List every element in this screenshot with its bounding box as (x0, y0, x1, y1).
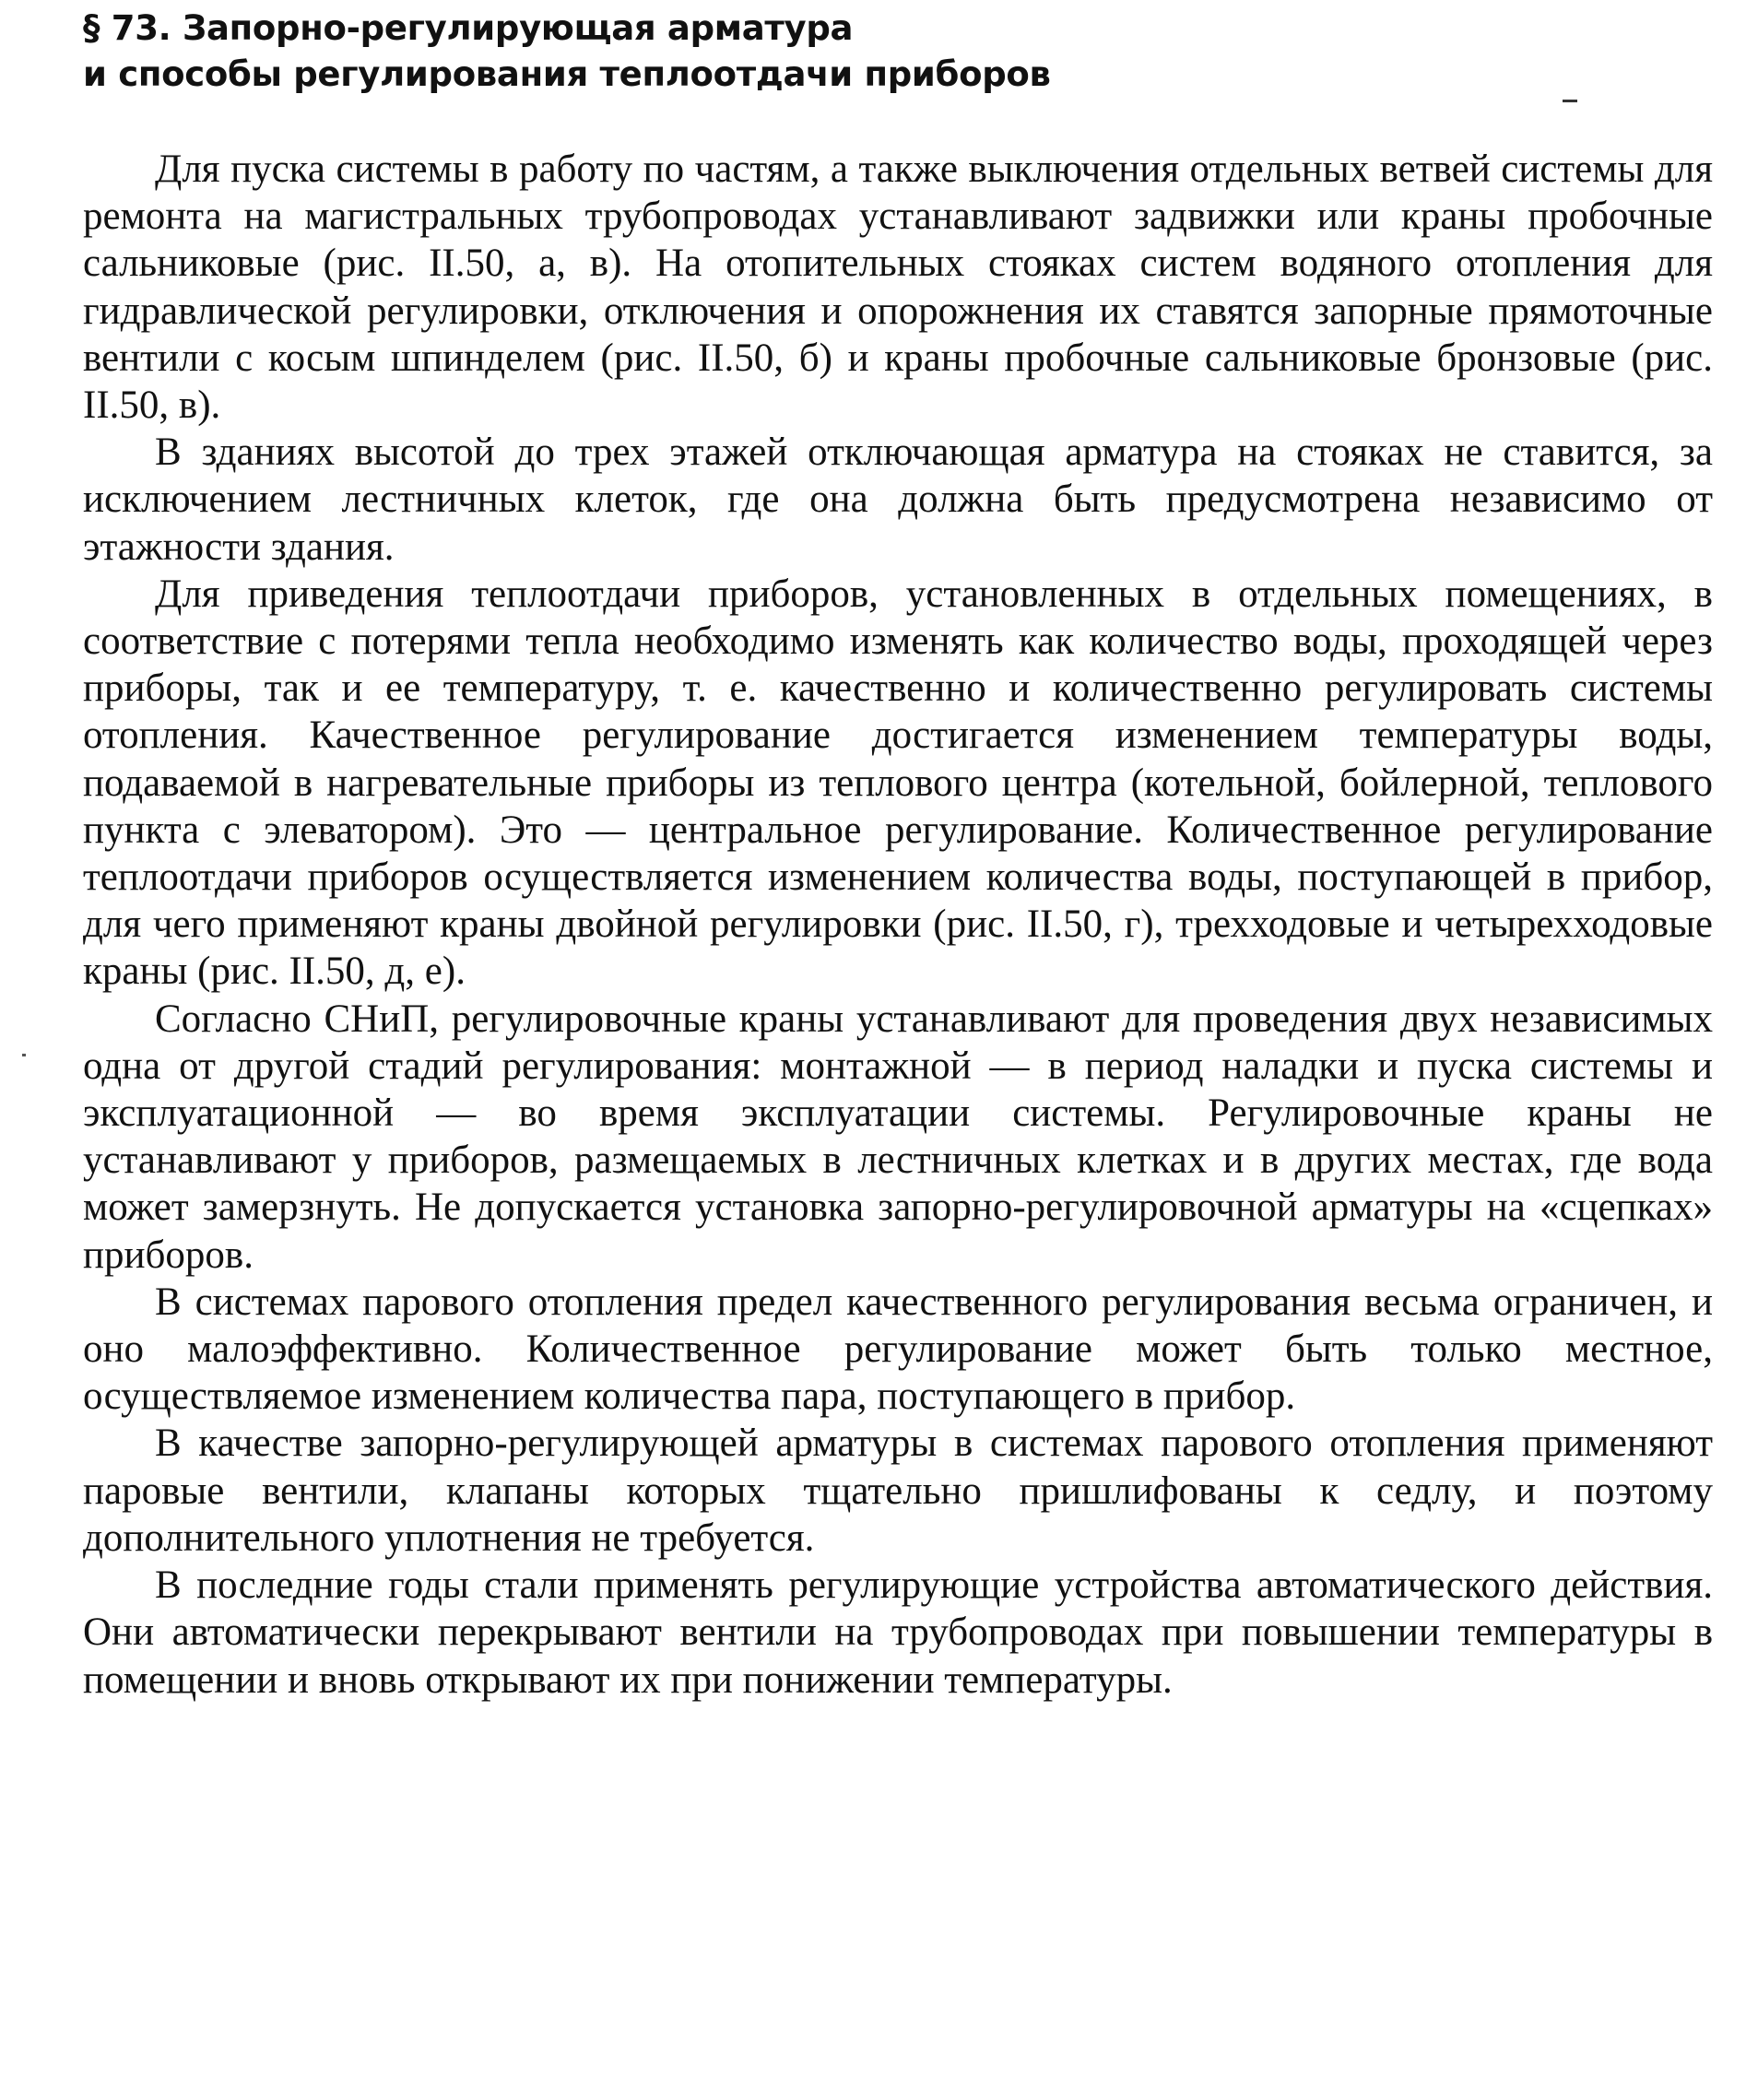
section-title-line-2: и способы регулирования теплоотдачи приборов (83, 54, 1051, 94)
paragraph-valves-installation: Для пуска системы в работу по частям, а также выключения отдельных ветвей системы для ремонта на магистральных трубопроводах устанавливают задвижки или краны пробочные сальниковые (рис. II.50, а, в). На отопительных стояках систем водяного отопления для гидравлической регулировки, отключения и опорожнения их ставятся запорные прямоточные вентили с косым шпинделем (рис. II.50, б) и краны пробочные сальниковые бронзовые (рис. II.50, в). (83, 147, 1713, 428)
paragraph-low-rise-buildings: В зданиях высотой до трех этажей отключающая арматура на стояках не ставится, за исключением лестничных клеток, где она должна быть предусмотрена независимо от этажности здания. (83, 431, 1713, 569)
scan-dot-mark (22, 1054, 26, 1056)
paragraph-heat-output-regulation: Для приведения теплоотдачи приборов, установленных в отдельных помещениях, в соответствие с потерями тепла необходимо изменять как количество воды, проходящей через приборы, так и ее температуру, т. е. качественно и количественно регулировать системы отопления. Качественное регулирование достигается изменением температуры воды, подаваемой в нагревательные приборы из теплового центра (котельной, бойлерной, теплового пункта с элеватором). Это — центральное регулирование. Количественное регулирование теплоотдачи приборов осуществляется изменением количества воды, поступающей в прибор, для чего применяют краны двойной регулировки (рис. II.50, г), трехходовые и четырехходовые краны (рис. II.50, д, е). (83, 572, 1713, 994)
paragraph-steam-valves: В качестве запорно-регулирующей арматуры в системах парового отопления применяют паровые вентили, клапаны которых тщательно пришлифованы к седлу, и поэтому дополнительного уплотнения не требуется. (83, 1422, 1713, 1560)
document-page (83, 6, 1715, 1704)
section-heading (83, 6, 1715, 98)
paragraph-automatic-devices: В последние годы стали применять регулирующие устройства автоматического действия. Они автоматически перекрывают вентили на трубопроводах при повышении температуры в помещении и вновь открывают их при понижении температуры. (83, 1563, 1713, 1702)
paragraph-steam-heating-regulation: В системах парового отопления предел качественного регулирования весьма ограничен, и оно малоэффективно. Количественное регулирование может быть только местное, осуществляемое изменением количества пара, поступающего в прибор. (83, 1280, 1713, 1419)
paragraph-snip-requirements: Согласно СНиП, регулировочные краны устанавливают для проведения двух независимых одна от другой стадий регулирования: монтажной — в период наладки и пуска системы и эксплуатационной — во время эксплуатации системы. Регулировочные краны не устанавливают у приборов, размещаемых в лестничных клетках и в других местах, где вода может замерзнуть. Не допускается установка запорно-регулировочной арматуры на «сцепках» приборов. (83, 997, 1713, 1277)
section-title-line-1: § 73. Запорно-регулирующая арматура (83, 8, 854, 48)
body-text (83, 146, 1713, 1704)
